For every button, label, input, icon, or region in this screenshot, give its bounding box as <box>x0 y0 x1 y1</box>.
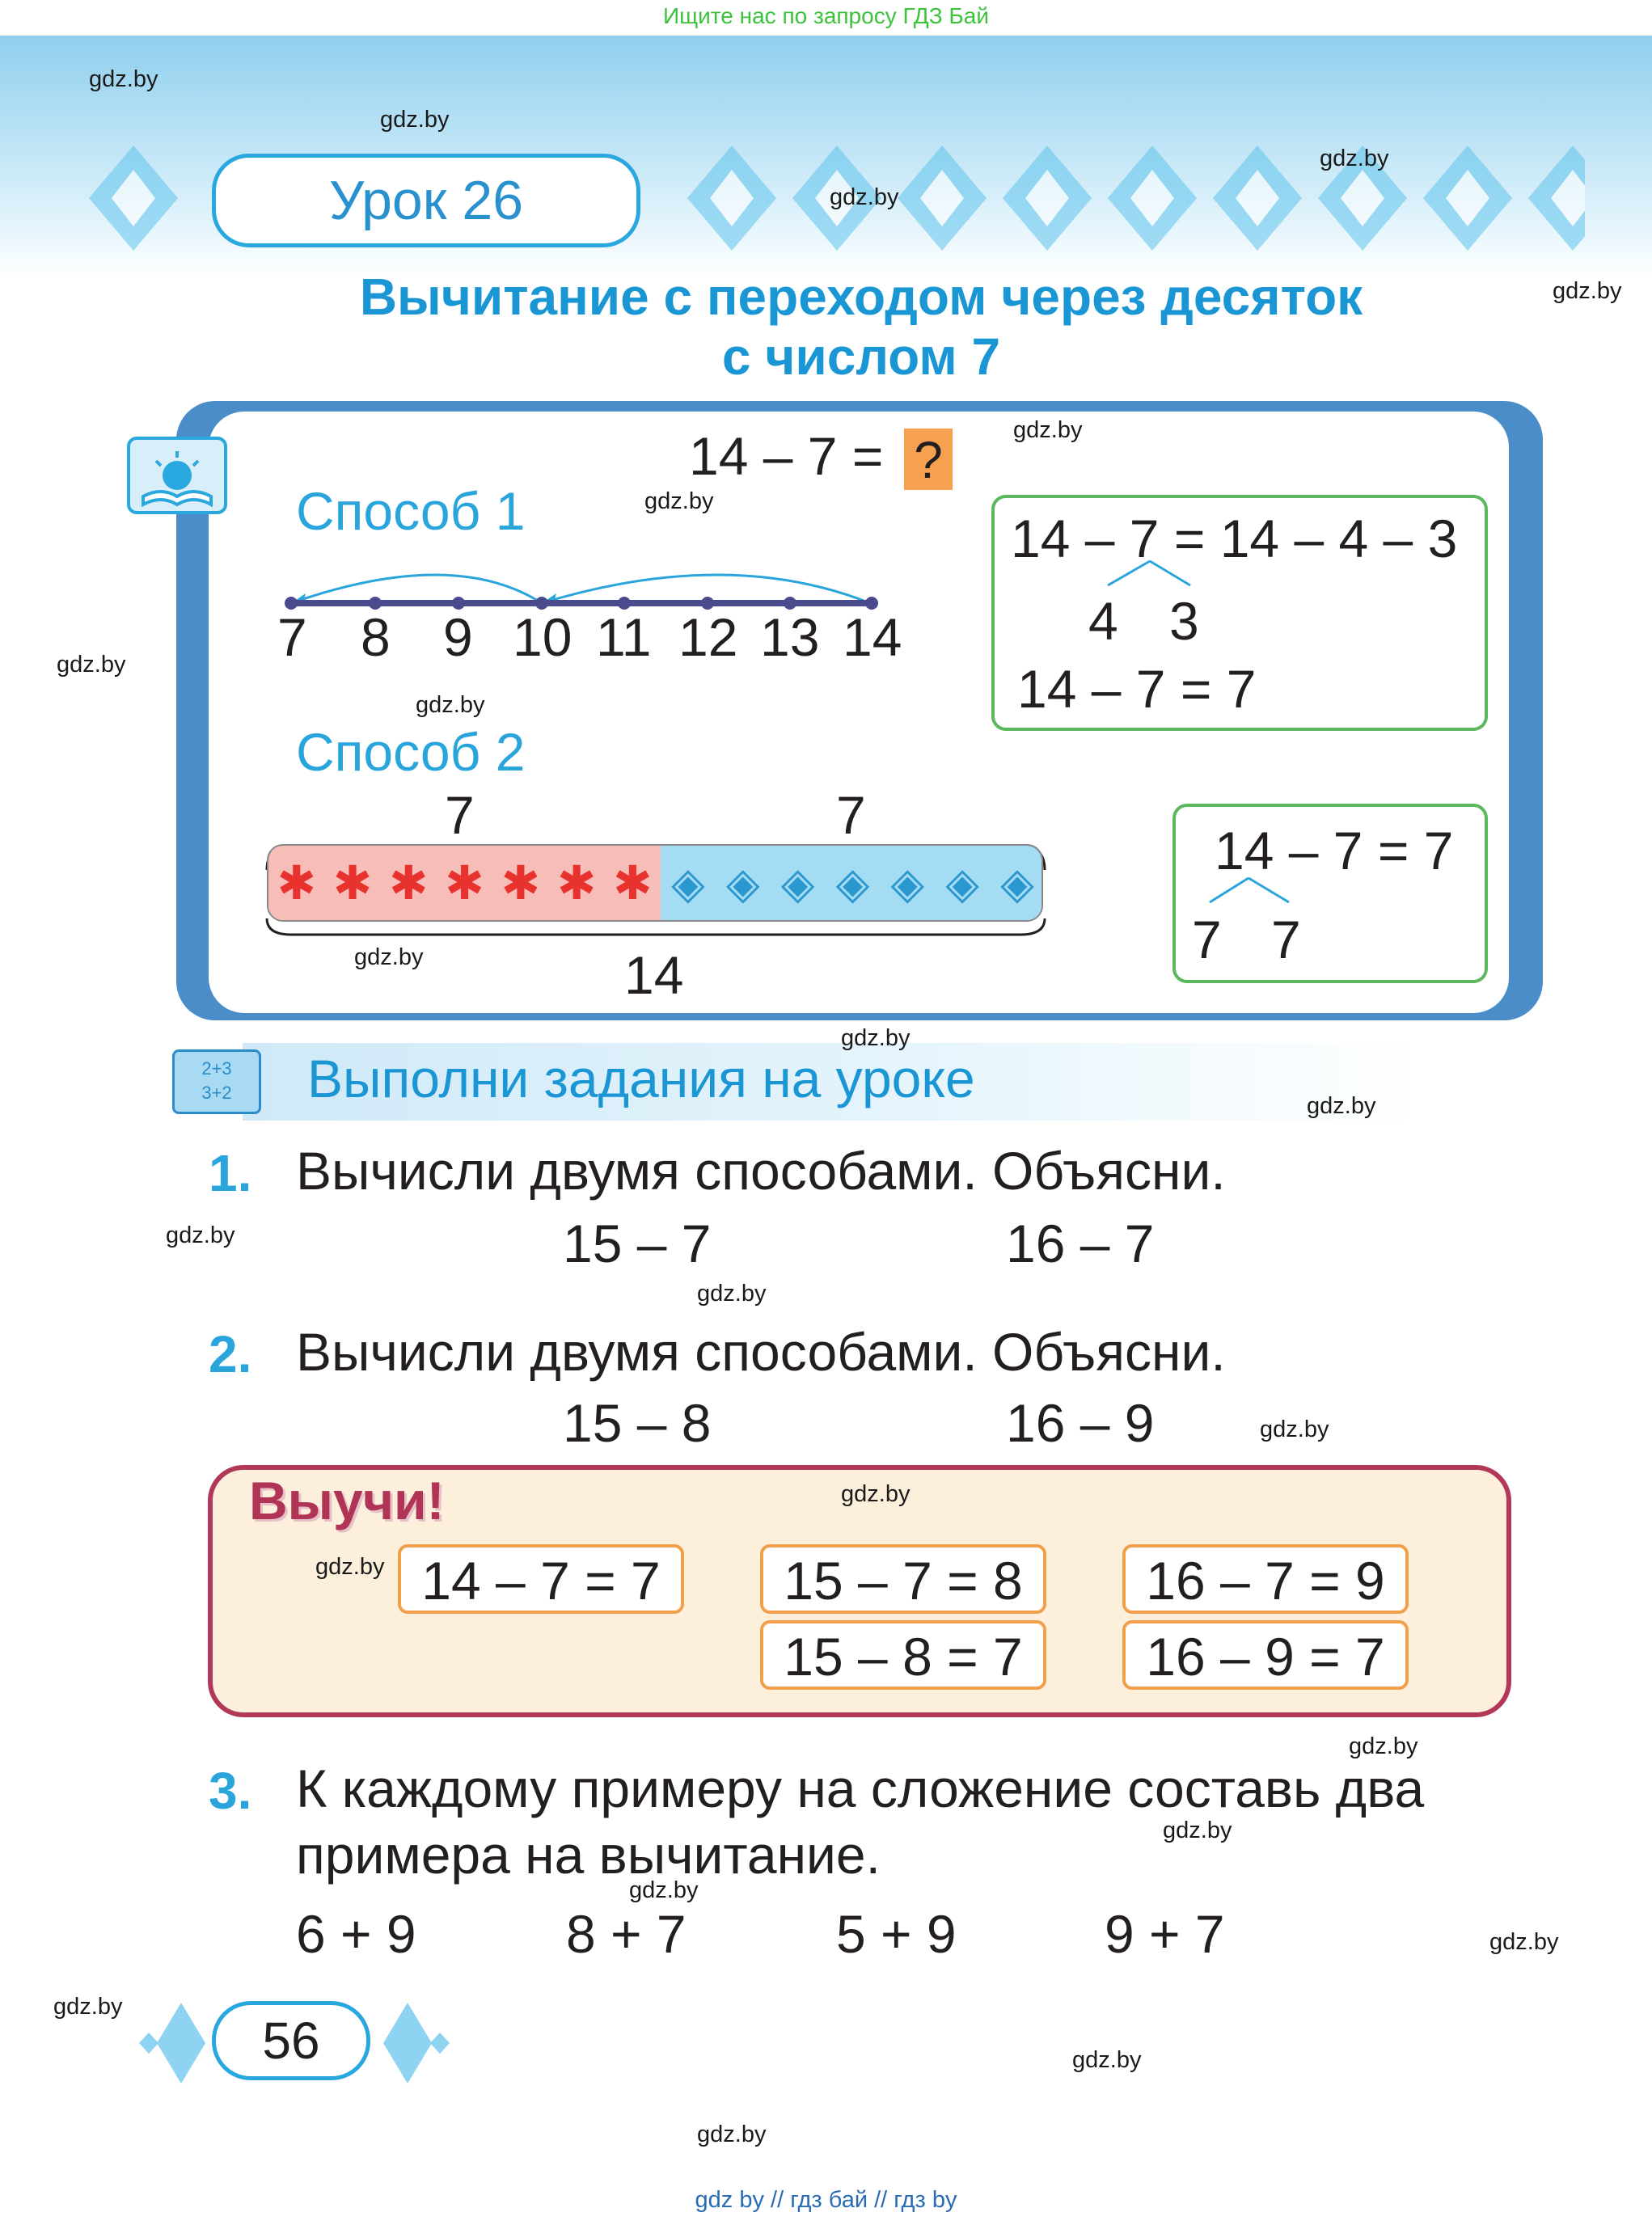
learn-card: 14 – 7 = 7 <box>398 1544 684 1614</box>
split-d: 7 <box>1271 910 1301 969</box>
watermark: gdz.by <box>1163 1818 1232 1843</box>
split-a: 4 <box>1088 591 1118 651</box>
learn-card: 16 – 9 = 7 <box>1122 1620 1409 1690</box>
task3-example: 9 + 7 <box>1105 1904 1225 1964</box>
watermark: gdz.by <box>644 488 714 514</box>
task3-example: 5 + 9 <box>836 1904 957 1964</box>
snowflake-ornament-icon <box>1528 146 1585 251</box>
split-c: 7 <box>1192 910 1222 969</box>
watermark: gdz.by <box>57 652 126 678</box>
split-lines <box>1100 558 1205 590</box>
watermark: gdz.by <box>1489 1929 1559 1955</box>
task2-example: 15 – 8 <box>563 1393 712 1453</box>
watermark: gdz.by <box>841 1025 911 1051</box>
watermark: gdz.by <box>1349 1733 1418 1759</box>
learn-card: 16 – 7 = 9 <box>1122 1544 1409 1614</box>
task1-example: 16 – 7 <box>1006 1214 1155 1273</box>
method2-label: Способ 2 <box>296 722 526 782</box>
snowflake-ornament-icon <box>1003 146 1092 251</box>
number-line-tick: 9 <box>443 607 473 667</box>
question-mark: ? <box>904 429 953 490</box>
number-line-tick: 14 <box>843 607 902 667</box>
page-number: 56 <box>212 2001 370 2080</box>
snowflake-ornament-icon <box>89 146 178 251</box>
method1-line1: 14 – 7 = 14 – 4 – 3 <box>1011 509 1458 568</box>
watermark: gdz.by <box>315 1554 385 1580</box>
red-ornament: ✱ ✱ ✱ ✱ ✱ ✱ ✱ <box>268 846 661 920</box>
number-line-tick: 11 <box>596 607 652 667</box>
footer-links[interactable]: gdz by // гдз бай // гдз by <box>695 2187 957 2213</box>
learn-title: Выучи! <box>249 1471 445 1530</box>
task2-example: 16 – 9 <box>1006 1393 1155 1453</box>
split-b: 3 <box>1169 591 1199 651</box>
task3-number: 3. <box>209 1762 252 1820</box>
watermark: gdz.by <box>89 66 158 92</box>
number-line-tick: 13 <box>760 607 820 667</box>
watermark: gdz.by <box>166 1222 235 1248</box>
task3-text-line1: К каждому примеру на сложение составь два <box>296 1758 1425 1818</box>
number-line-tick: 12 <box>678 607 738 667</box>
whole-label: 14 <box>624 945 684 1005</box>
watermark: gdz.by <box>841 1481 911 1507</box>
ornament-ribbon <box>267 844 1043 922</box>
lesson-label: Урок 26 <box>212 154 640 247</box>
method1-label: Способ 1 <box>296 481 526 541</box>
number-line-tick: 10 <box>513 607 572 667</box>
watermark: gdz.by <box>354 944 424 970</box>
icon-text-2: 3+2 <box>201 1083 232 1103</box>
blackboard-icon <box>172 1049 261 1114</box>
task1-text: Вычисли двумя способами. Объясни. <box>296 1141 1226 1201</box>
watermark: gdz.by <box>1553 278 1622 304</box>
page-title-line1: Вычитание с переходом через десяток <box>359 268 1363 326</box>
learn-card: 15 – 7 = 8 <box>760 1544 1046 1614</box>
watermark: gdz.by <box>697 1281 767 1307</box>
method2-line1: 14 – 7 = 7 <box>1215 821 1454 880</box>
page-title-line2: с числом 7 <box>721 327 1001 386</box>
snowflake-ornament-icon <box>898 146 987 251</box>
blue-ornament: ◈ ◈ ◈ ◈ ◈ ◈ ◈ <box>661 846 1043 920</box>
watermark: gdz.by <box>830 184 899 210</box>
watermark: gdz.by <box>1013 417 1083 443</box>
snowflake-ornament-icon <box>1423 146 1512 251</box>
part-b-label: 7 <box>836 785 866 845</box>
learn-card: 15 – 8 = 7 <box>760 1620 1046 1690</box>
watermark: gdz.by <box>416 692 485 718</box>
intro-expression: 14 – 7 = <box>689 426 884 486</box>
watermark: gdz.by <box>53 1994 123 2020</box>
watermark: gdz.by <box>1320 146 1389 171</box>
task3-example: 6 + 9 <box>296 1904 416 1964</box>
section-title: Выполни задания на уроке <box>307 1049 975 1108</box>
watermark: gdz.by <box>1307 1093 1376 1119</box>
watermark: gdz.by <box>629 1877 699 1903</box>
watermark: gdz.by <box>1072 2047 1142 2073</box>
icon-text-1: 2+3 <box>201 1058 232 1079</box>
task1-number: 1. <box>209 1144 252 1202</box>
task3-text-line2: примера на вычитание. <box>296 1825 881 1885</box>
book-icon <box>127 437 227 514</box>
part-a-label: 7 <box>445 785 475 845</box>
task2-text: Вычисли двумя способами. Объясни. <box>296 1322 1226 1382</box>
snowflake-ornament-icon <box>1213 146 1302 251</box>
watermark: gdz.by <box>697 2122 767 2147</box>
method1-line2: 14 – 7 = 7 <box>1017 659 1257 719</box>
snowflake-ornament-icon <box>1108 146 1197 251</box>
watermark: gdz.by <box>380 107 450 133</box>
number-line-tick: 7 <box>277 607 307 667</box>
top-note[interactable]: Ищите нас по запросу ГДЗ Бай <box>662 3 990 28</box>
snowflake-ornament-icon <box>687 146 776 251</box>
task3-example: 8 + 7 <box>566 1904 687 1964</box>
split-lines-2 <box>1205 875 1294 907</box>
task2-number: 2. <box>209 1325 252 1383</box>
task1-example: 15 – 7 <box>563 1214 712 1273</box>
watermark: gdz.by <box>1260 1416 1329 1442</box>
number-line-tick: 8 <box>361 607 391 667</box>
